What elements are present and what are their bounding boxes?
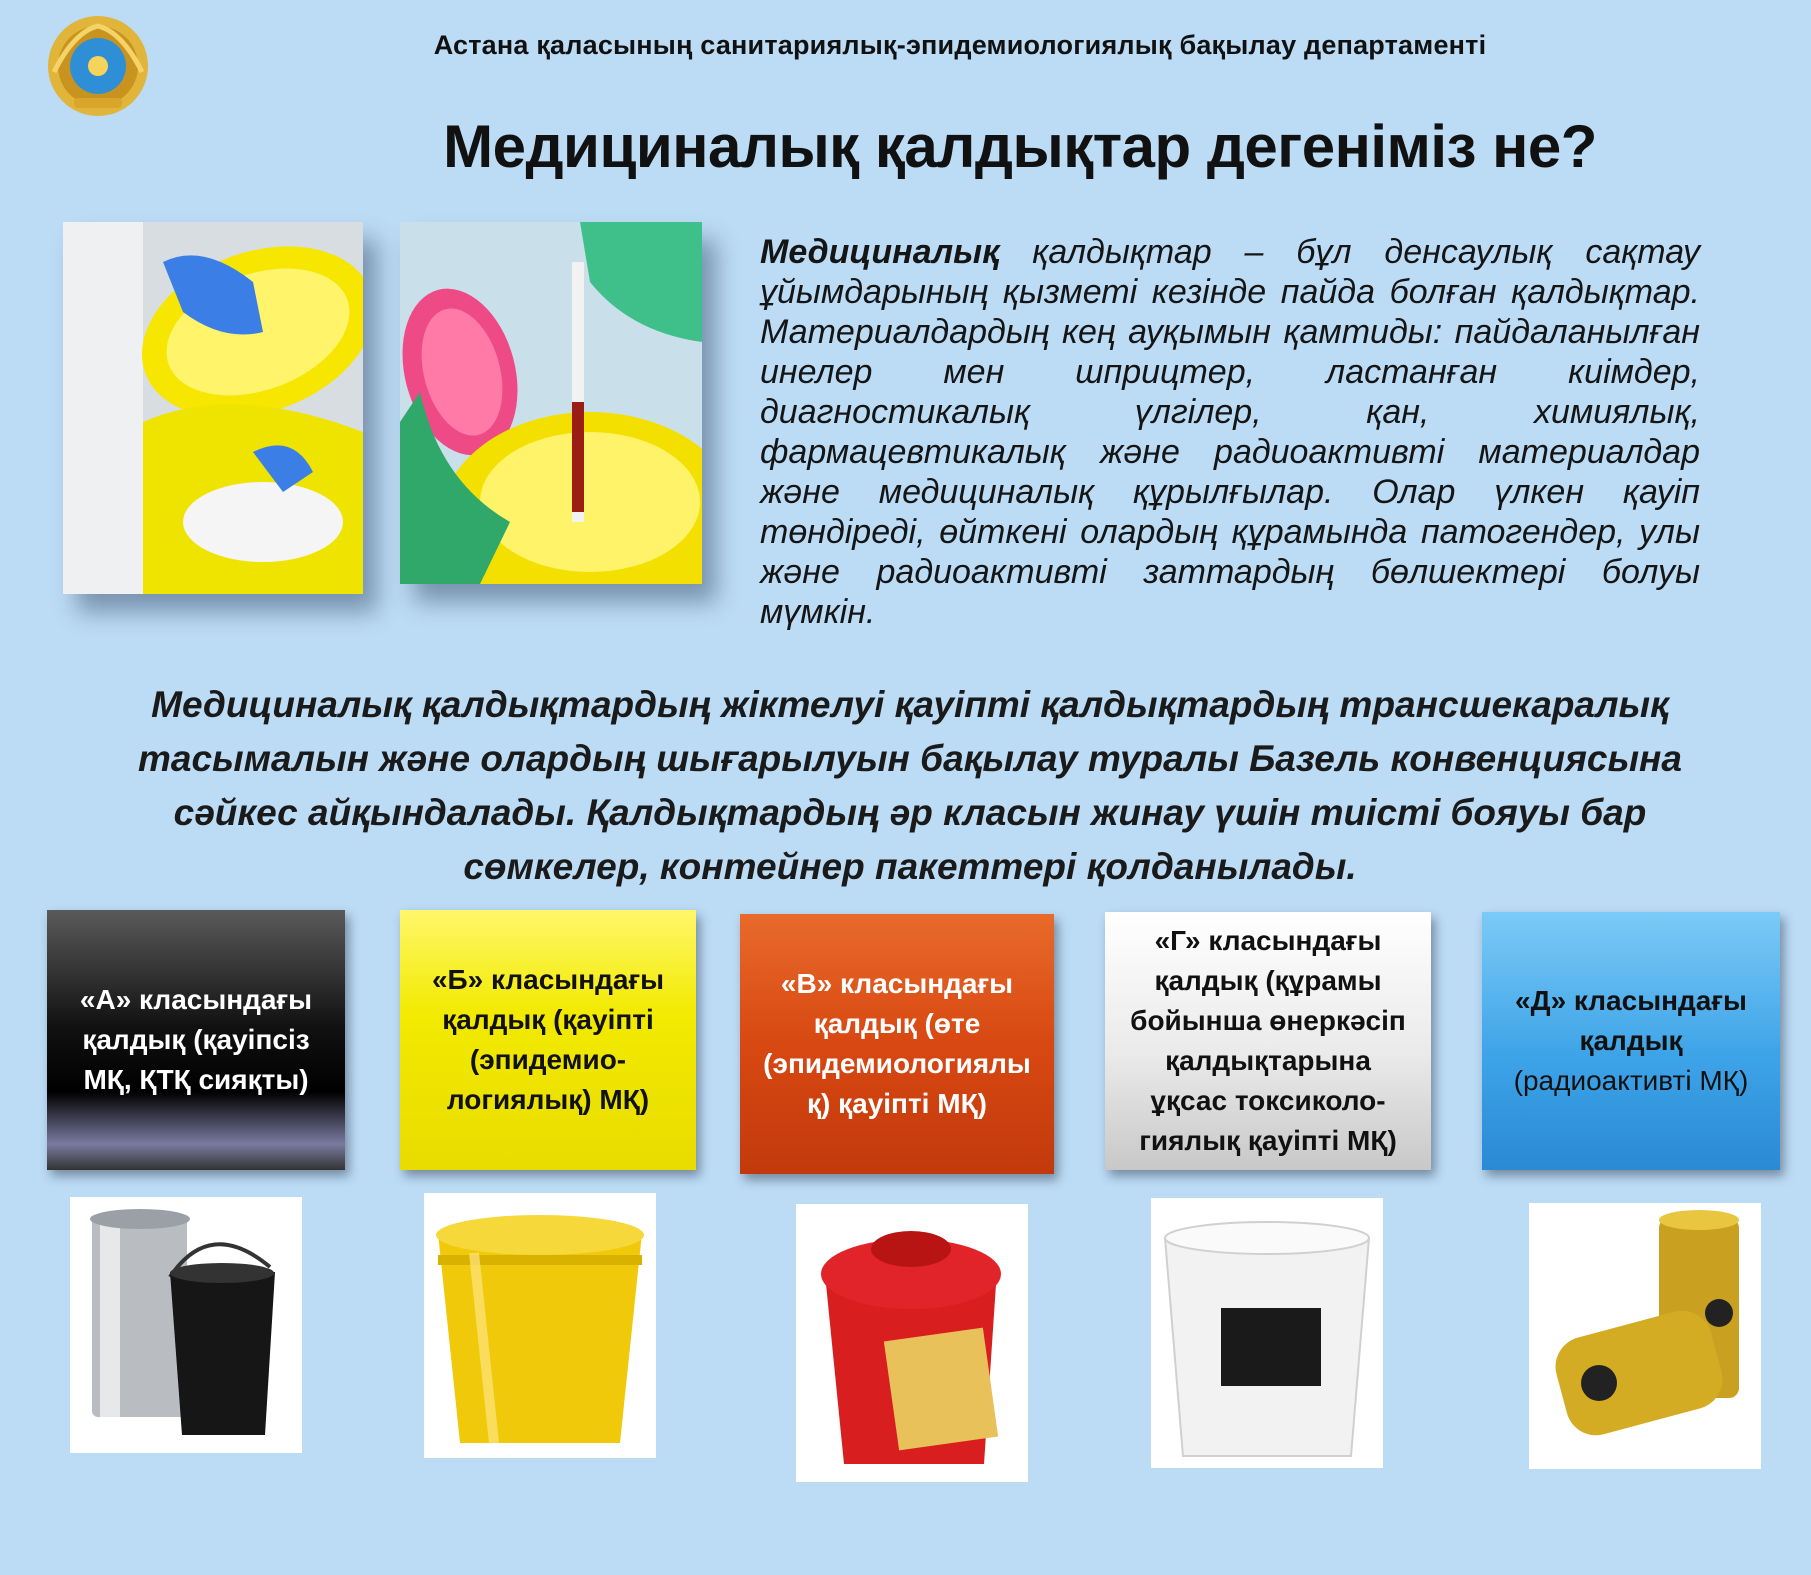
class-b-label: «Б» класындағы қалдық (қауіпті (эпидемио-логиялық) МҚ) [431, 964, 665, 1115]
class-v-box [740, 914, 1054, 1174]
class-d-label [1500, 981, 1762, 1101]
classification-paragraph: Медициналық қалдықтардың жіктелуі қауіпті қалдықтардың трансшекаралық тасымалын және олардың шығарылуын бақылау туралы Базель конвенциясына сәйкес айқындалады. Қалдықтардың әр класын жинау үшін тиісті бояуы бар сөмкелер, контейнер пакеттері қолданылады. [138, 684, 1682, 887]
syringe-sharps-container-photo [400, 222, 702, 584]
page-title: Медициналық қалдықтар дегеніміз не? [443, 113, 1597, 180]
white-bucket-photo [1151, 1198, 1383, 1468]
red-sharps-container-photo [796, 1204, 1028, 1482]
class-g-label: «Г» класындағы қалдық (құрамы бойынша өнеркәсіп қалдықтарына ұқсас токсиколо-гиялық қауіпті МҚ) [1130, 925, 1406, 1156]
class-v-label: «В» класындағы қалдық (өте (эпидемиологиялы қ) қауіпті МҚ) [763, 968, 1031, 1119]
pedal-trash-bin-photo [70, 1197, 302, 1453]
department-name: Астана қаласының санитариялық-эпидемиологиялық бақылау департаменті [433, 30, 1487, 60]
state-emblem-icon [44, 12, 152, 120]
class-a-box [47, 910, 345, 1170]
class-b-box [400, 910, 696, 1170]
class-a-label: «А» класындағы қалдық (қауіпсіз МҚ, ҚТҚ сияқты) [79, 984, 313, 1095]
class-d-label-bold: «Д» класындағы қалдық [1515, 985, 1747, 1056]
gloved-hand-yellow-bin-photo [63, 222, 363, 594]
definition-lead: Медициналық [760, 233, 1000, 271]
definition-text: қалдықтар – бұл денсаулық сақтау ұйымдарының қызметі кезінде пайда болған қалдықтар. Материалдардың кең ауқымын қамтиды: пайдаланылған инелер мен шприцтер, ластанған киімдер, диагностикалық үлгілер, қан, химиялық, фармацевтикалық және радиоактивті материалдар және медициналық құрылғылар. Олар үлкен қауіп төндіреді, өйткені олардың құрамында патогендер, улы және радиоактивті заттардың бөлшектері болуы мүмкін. [760, 233, 1700, 631]
class-d-box [1482, 912, 1780, 1170]
definition-paragraph [760, 232, 1700, 632]
yellow-bucket-photo [424, 1193, 656, 1458]
class-g-box [1105, 912, 1431, 1170]
radioactive-barrels-photo [1529, 1203, 1761, 1469]
class-d-label-rest: (радиоактивті МҚ) [1513, 1065, 1749, 1096]
